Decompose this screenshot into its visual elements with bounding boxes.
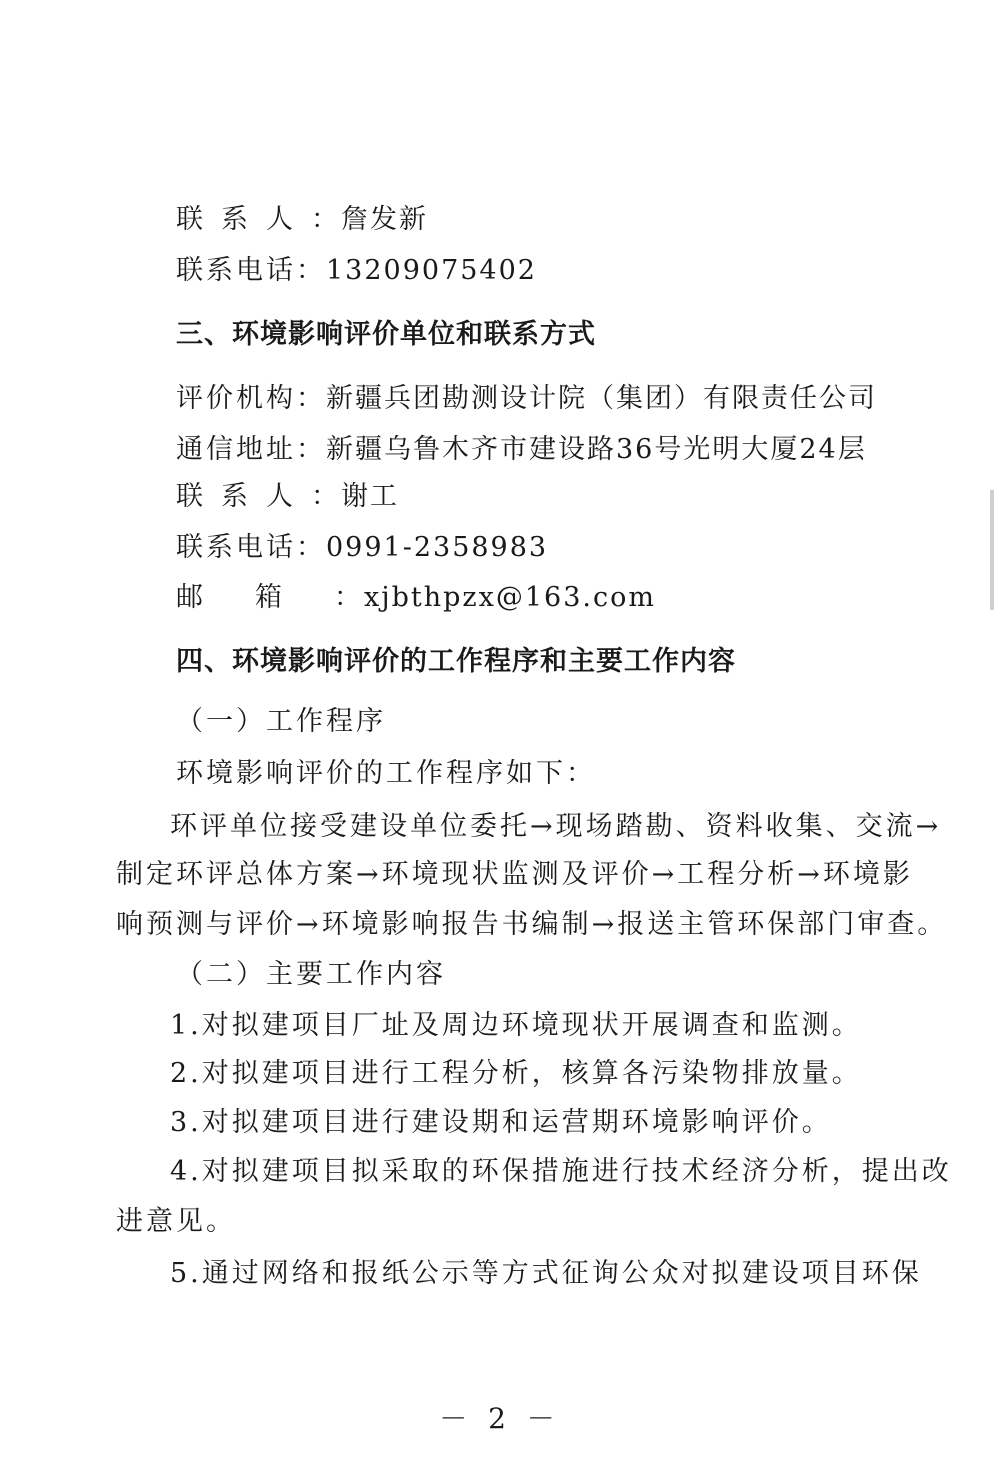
subsection-procedure: （一）工作程序: [176, 706, 386, 737]
work-item-continuation: 进意见。: [116, 1206, 236, 1237]
scan-edge-mark: [990, 490, 994, 610]
section3-heading: 三、环境影响评价单位和联系方式: [176, 319, 596, 350]
work-item: 5.通过网络和报纸公示等方式征询公众对拟建设项目环保: [170, 1258, 922, 1289]
email-label: 邮箱: [176, 582, 334, 613]
procedure-line: 制定环评总体方案→环境现状监测及评价→工程分析→环境影: [116, 859, 913, 890]
work-item: 4.对拟建项目拟采取的环保措施进行技术经济分析，提出改: [170, 1156, 952, 1187]
work-item: 2.对拟建项目进行工程分析，核算各污染物排放量。: [170, 1058, 862, 1089]
eval-person-line: [176, 480, 399, 514]
contact-person-value: 詹发新: [341, 204, 428, 235]
contact-phone-label: 联系电话：: [176, 255, 326, 286]
eval-org-label: 评价机构：: [176, 383, 326, 414]
contact-person-line: [176, 203, 428, 237]
eval-org-value: 新疆兵团勘测设计院（集团）有限责任公司: [326, 383, 877, 414]
eval-person-label: 联系人: [176, 481, 311, 512]
subsection-main-work: （二）主要工作内容: [176, 959, 446, 990]
address-value: 新疆乌鲁木齐市建设路36号光明大厦24层: [326, 434, 867, 465]
contact-phone-value: 13209075402: [326, 255, 537, 286]
eval-phone-line: [176, 531, 548, 565]
contact-person-colon: ：: [311, 204, 341, 235]
contact-phone-line: [176, 254, 537, 288]
page-number: － 2 －: [439, 1402, 561, 1435]
eval-phone-value: 0991-2358983: [326, 532, 549, 563]
work-item: 1.对拟建项目厂址及周边环境现状开展调查和监测。: [170, 1010, 862, 1041]
procedure-intro: 环境影响评价的工作程序如下：: [176, 758, 596, 789]
address-label: 通信地址：: [176, 434, 326, 465]
eval-person-value: 谢工: [341, 481, 399, 512]
eval-phone-label: 联系电话：: [176, 532, 326, 563]
email-line: [176, 581, 656, 615]
email-colon: ：: [334, 582, 364, 613]
procedure-line: 响预测与评价→环境影响报告书编制→报送主管环保部门审查。: [116, 909, 948, 940]
procedure-line: 环评单位接受建设单位委托→现场踏勘、资料收集、交流→: [170, 811, 942, 842]
work-item: 3.对拟建项目进行建设期和运营期环境影响评价。: [170, 1107, 832, 1138]
section4-heading: 四、环境影响评价的工作程序和主要工作内容: [176, 646, 736, 677]
contact-person-label: 联系人: [176, 204, 311, 235]
email-value: xjbthpzx@163.com: [364, 582, 656, 613]
address-line: [176, 433, 867, 467]
eval-org-line: [176, 382, 877, 416]
eval-person-colon: ：: [311, 481, 341, 512]
